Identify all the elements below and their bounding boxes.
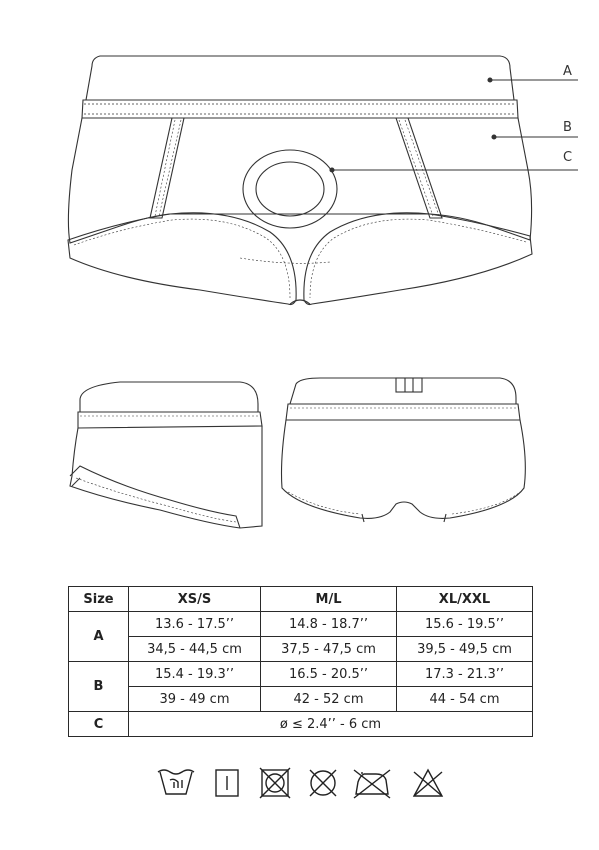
xs-s-header: XS/S	[129, 587, 261, 612]
table-header-row	[69, 587, 533, 612]
care-symbols	[0, 760, 599, 820]
table-cell: 37,5 - 47,5 cm	[261, 637, 397, 662]
m-l-header: M/L	[261, 587, 397, 612]
no-dry-clean-icon	[310, 770, 336, 796]
callout-label-c: C	[563, 150, 573, 165]
row-label-b: B	[69, 662, 129, 712]
callout-label-b: B	[563, 120, 572, 135]
callout-label-a: A	[563, 64, 572, 79]
no-tumble-dry-icon	[260, 768, 290, 798]
table-cell: 34,5 - 44,5 cm	[129, 637, 261, 662]
table-cell: 14.8 - 18.7’’	[261, 612, 397, 637]
row-label-c: C	[69, 712, 129, 737]
front-view	[68, 56, 532, 305]
size-table	[68, 586, 533, 737]
table-row	[69, 637, 533, 662]
table-cell: 42 - 52 cm	[261, 687, 397, 712]
table-cell: 17.3 - 21.3’’	[397, 662, 533, 687]
no-iron-icon	[354, 770, 390, 798]
table-cell: 44 - 54 cm	[397, 687, 533, 712]
no-bleach-icon	[414, 770, 442, 796]
tumble-dry-line-icon	[216, 770, 238, 796]
table-cell: 39,5 - 49,5 cm	[397, 637, 533, 662]
xl-xxl-header: XL/XXL	[397, 587, 533, 612]
back-view	[282, 378, 526, 522]
table-row	[69, 687, 533, 712]
row-label-a: A	[69, 612, 129, 662]
table-row	[69, 712, 533, 737]
table-cell: 15.6 - 19.5’’	[397, 612, 533, 637]
table-cell: 39 - 49 cm	[129, 687, 261, 712]
wash-30-icon	[158, 770, 194, 794]
table-cell: 15.4 - 19.3’’	[129, 662, 261, 687]
table-cell: 13.6 - 17.5’’	[129, 612, 261, 637]
table-cell: 16.5 - 20.5’’	[261, 662, 397, 687]
callout-lines	[330, 78, 578, 172]
table-row	[69, 662, 533, 687]
table-row	[69, 612, 533, 637]
table-cell: ø ≤ 2.4’’ - 6 cm	[129, 712, 533, 737]
size-header: Size	[69, 587, 129, 612]
side-view	[70, 382, 262, 528]
